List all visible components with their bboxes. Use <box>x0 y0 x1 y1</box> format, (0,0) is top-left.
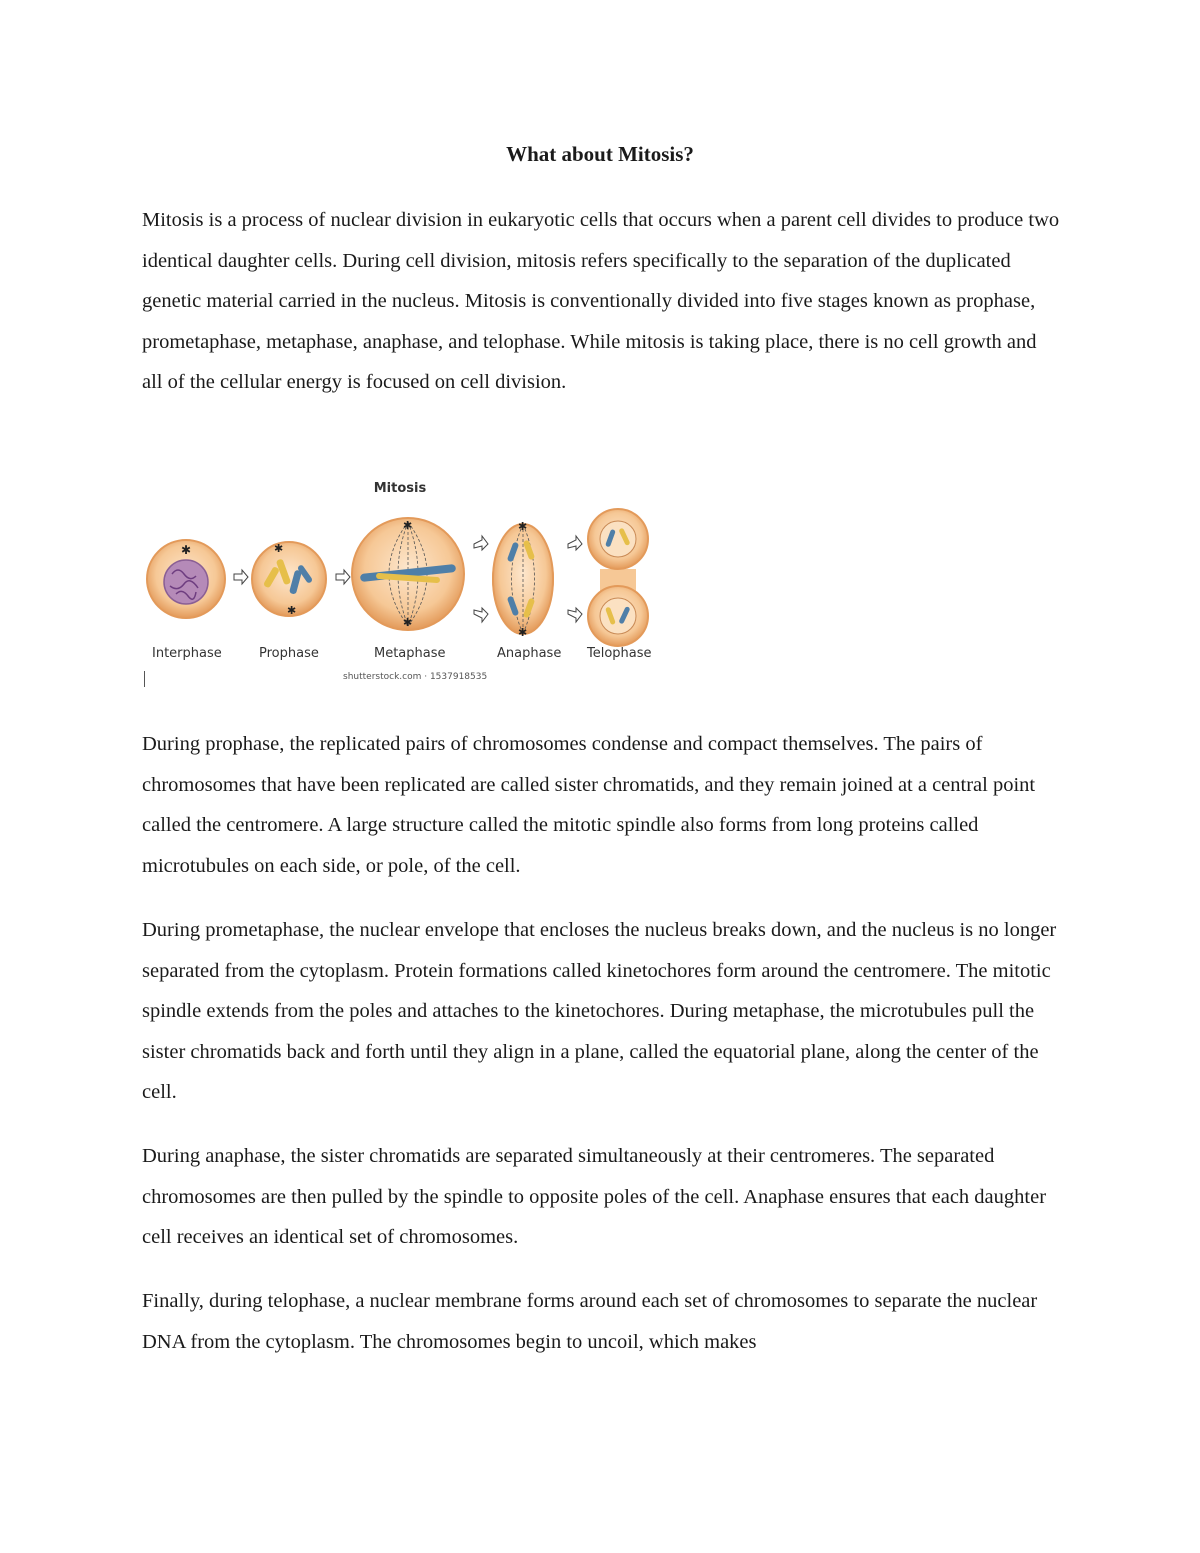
svg-text:✱: ✱ <box>180 543 192 557</box>
arrow-icon <box>568 608 582 622</box>
figure-credit: shutterstock.com · 1537918535 <box>343 672 488 682</box>
svg-text:✱: ✱ <box>403 616 413 629</box>
paragraph-telophase: Finally, during telophase, a nuclear membrane forms around each set of chromosomes to separate the nuclear DNA from the cytoplasm. The chromosomes begin to uncoil, which makes <box>142 1290 1038 1353</box>
metaphase-cell <box>352 518 464 630</box>
arrow-icon <box>234 570 248 584</box>
svg-text:✱: ✱ <box>403 519 413 532</box>
mitosis-figure <box>140 474 660 694</box>
paragraph-intro: Mitosis is a process of nuclear division in eukaryotic cells that occurs when a parent cell divides to produce two identical daughter cells. During cell division, mitosis refers specifically to the separation of the duplicated genetic material carried in the nucleus. Mitosis is conventionally divided into five stages known as prophase, prometaphase, metaphase, anaphase, and telophase. While mitosis is taking place, there is no cell growth and all of the cellular energy is focused on cell division. <box>142 209 1060 394</box>
stage-label-metaphase: Metaphase <box>374 646 446 661</box>
prophase-cell <box>252 542 326 617</box>
paragraph-prophase: During prophase, the replicated pairs of chromosomes condense and compact themselves. The pairs of chromosomes that have been replicated are called sister chromatids, and they remain joined at a central point called the centromere. A large structure called the mitotic spindle also forms from long proteins called microtubules on each side, or pole, of the cell. <box>142 733 1036 877</box>
anaphase-cell <box>493 520 553 639</box>
page-title: What about Mitosis? <box>506 142 694 166</box>
arrow-icon <box>474 536 488 550</box>
svg-text:✱: ✱ <box>518 626 528 639</box>
arrow-icon <box>474 608 488 622</box>
telophase-cells <box>588 509 648 646</box>
interphase-cell <box>147 540 225 618</box>
stage-label-prophase: Prophase <box>259 646 319 661</box>
paragraph-anaphase: During anaphase, the sister chromatids are separated simultaneously at their centromeres. The separated chromosomes are then pulled by the spindle to opposite poles of the cell. Anaphase ensures that each daughter cell receives an identical set of chromosomes. <box>142 1145 1047 1249</box>
svg-text:✱: ✱ <box>518 520 528 533</box>
stage-label-anaphase: Anaphase <box>497 646 562 661</box>
svg-text:✱: ✱ <box>274 542 284 555</box>
stage-label-telophase: Telophase <box>587 646 652 661</box>
stage-label-interphase: Interphase <box>152 646 222 661</box>
svg-text:✱: ✱ <box>287 604 297 617</box>
paragraph-prometaphase: During prometaphase, the nuclear envelope that encloses the nucleus breaks down, and the nucleus is no longer separated from the cytoplasm. Protein formations called kinetochores form around the centromere. The mitotic spindle extends from the poles and attaches to the kinetochores. During metaphase, the microtubules pull the sister chromatids back and forth until they align in a plane, called the equatorial plane, along the center of the cell. <box>142 919 1057 1104</box>
mitosis-diagram <box>140 474 660 694</box>
arrow-icon <box>568 536 582 550</box>
text-cursor <box>144 671 145 687</box>
arrow-icon <box>336 570 350 584</box>
figure-title: Mitosis <box>373 481 427 496</box>
